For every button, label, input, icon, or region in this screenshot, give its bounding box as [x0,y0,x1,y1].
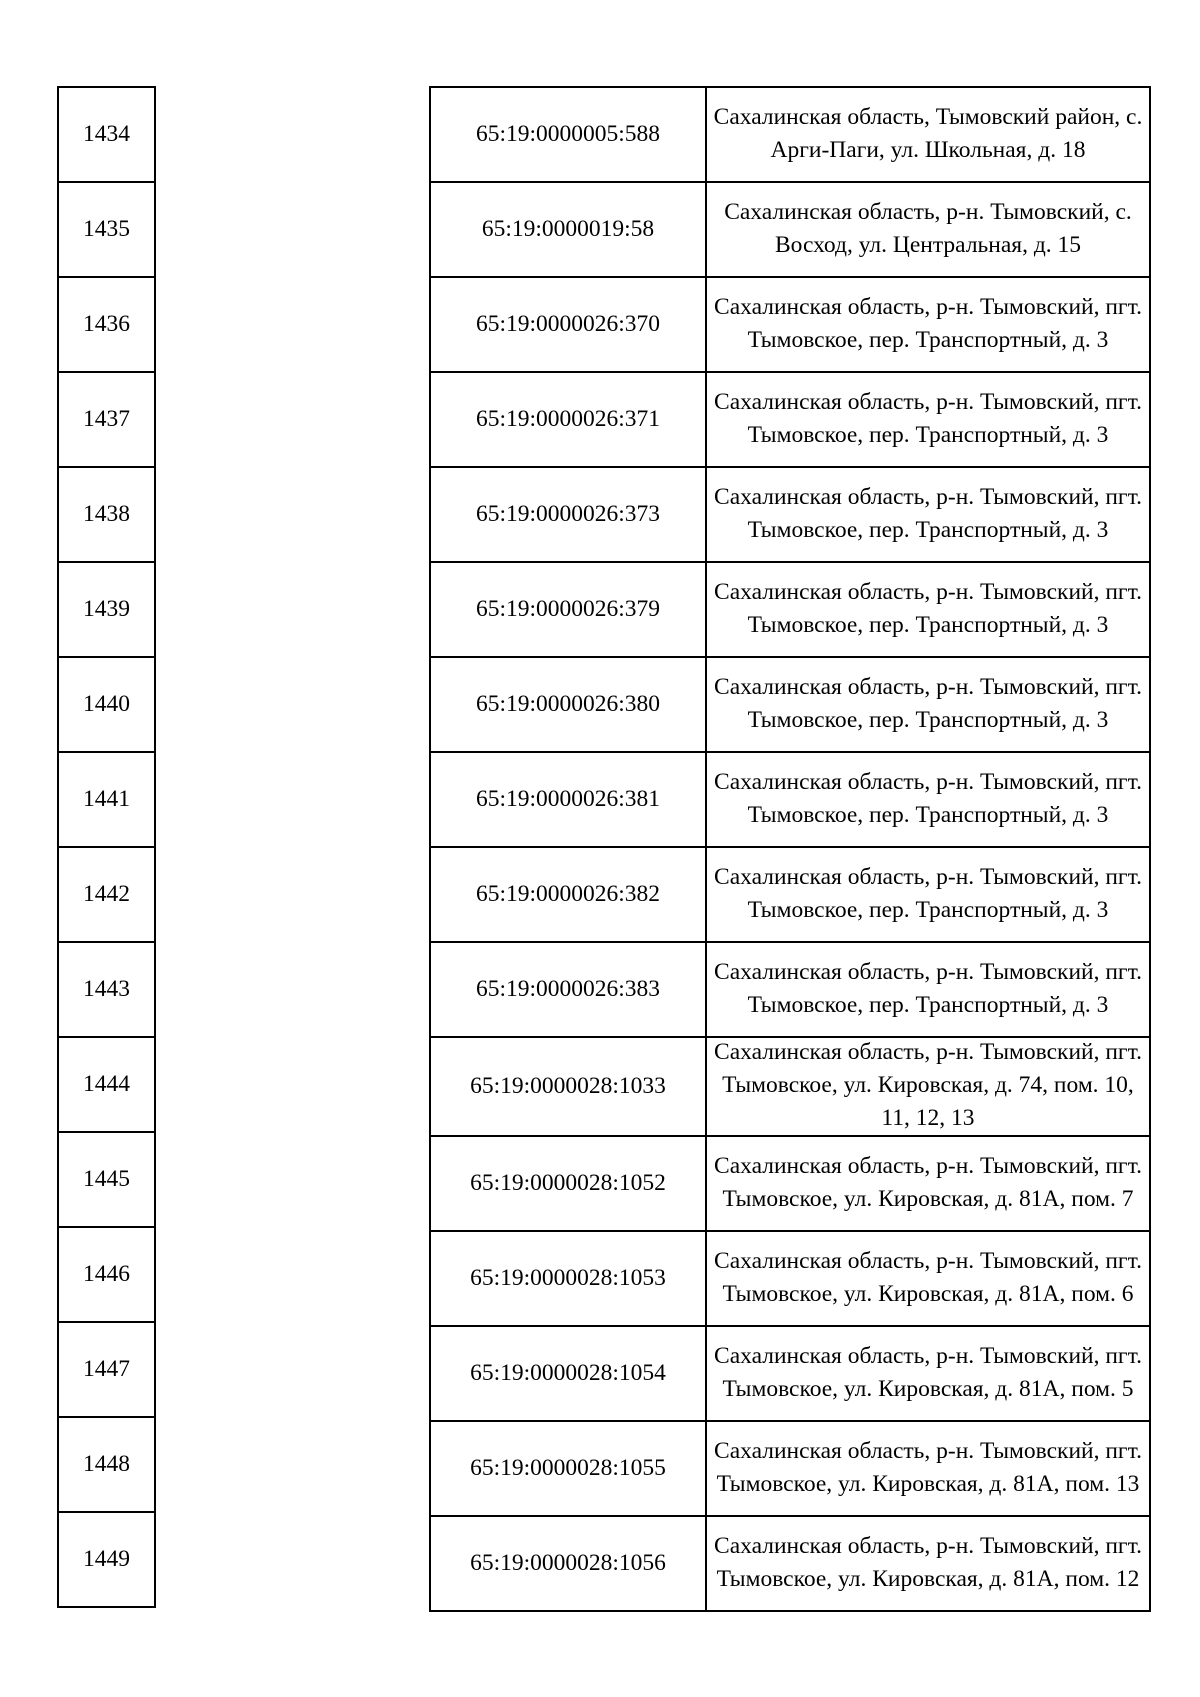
address-cell [706,1421,1150,1516]
number-row [58,372,155,467]
table-row [430,847,1150,942]
address-text: Сахалинская область, р-н. Тымовский, пгт. Тымовское, ул. Кировская, д. 81А, пом. 13 [714,1437,1142,1497]
table-row [430,1136,1150,1231]
row-number: 1436 [58,277,155,372]
address-cell [706,1037,1150,1136]
address-text: Сахалинская область, р-н. Тымовский, пгт. Тымовское, ул. Кировская, д. 81А, пом. 7 [714,1152,1142,1212]
cadastral-number: 65:19:0000028:1052 [430,1136,706,1231]
number-row [58,1227,155,1322]
address-cell [706,1231,1150,1326]
address-cell [706,847,1150,942]
row-number: 1434 [58,87,155,182]
address-cell [706,1136,1150,1231]
cadastral-number: 65:19:0000028:1053 [430,1231,706,1326]
cadastral-number: 65:19:0000026:382 [430,847,706,942]
address-cell [706,372,1150,467]
address-cell [706,467,1150,562]
cadastral-number: 65:19:0000005:588 [430,87,706,182]
address-text: Сахалинская область, р-н. Тымовский, пгт. Тымовское, пер. Транспортный, д. 3 [714,578,1142,638]
address-text: Сахалинская область, р-н. Тымовский, пгт. Тымовское, пер. Транспортный, д. 3 [714,483,1142,543]
address-text: Сахалинская область, р-н. Тымовский, пгт. Тымовское, ул. Кировская, д. 81А, пом. 12 [714,1532,1142,1592]
cadastral-number: 65:19:0000026:383 [430,942,706,1037]
row-number: 1449 [58,1512,155,1607]
table-row [430,372,1150,467]
address-cell [706,752,1150,847]
table-row [430,1231,1150,1326]
row-number: 1435 [58,182,155,277]
address-text: Сахалинская область, р-н. Тымовский, пгт. Тымовское, пер. Транспортный, д. 3 [714,768,1142,828]
row-number: 1437 [58,372,155,467]
address-cell [706,87,1150,182]
table-row [430,1037,1150,1136]
address-cell [706,942,1150,1037]
number-row [58,1417,155,1512]
number-row [58,182,155,277]
cadastral-number: 65:19:0000028:1033 [430,1037,706,1136]
address-cell [706,182,1150,277]
cadastral-number: 65:19:0000026:381 [430,752,706,847]
number-row [58,1512,155,1607]
address-cell [706,657,1150,752]
table-row [430,87,1150,182]
number-row [58,847,155,942]
cadastral-number: 65:19:0000026:370 [430,277,706,372]
address-cell [706,277,1150,372]
table-row [430,562,1150,657]
number-row [58,752,155,847]
address-text: Сахалинская область, р-н. Тымовский, пгт. Тымовское, ул. Кировская, д. 81А, пом. 6 [714,1247,1142,1307]
address-text: Сахалинская область, р-н. Тымовский, пгт. Тымовское, пер. Транспортный, д. 3 [714,293,1142,353]
row-number: 1443 [58,942,155,1037]
table-row [430,752,1150,847]
number-row [58,657,155,752]
number-row [58,942,155,1037]
property-table [429,86,1151,1612]
row-number: 1448 [58,1417,155,1512]
address-text: Сахалинская область, р-н. Тымовский, пгт. Тымовское, пер. Транспортный, д. 3 [714,863,1142,923]
row-number: 1447 [58,1322,155,1417]
number-row [58,467,155,562]
cadastral-number: 65:19:0000028:1056 [430,1516,706,1611]
address-cell [706,562,1150,657]
table-row [430,277,1150,372]
property-list [430,87,1150,1611]
cadastral-number: 65:19:0000026:380 [430,657,706,752]
table-row [430,1516,1150,1611]
table-row [430,182,1150,277]
address-text: Сахалинская область, р-н. Тымовский, пгт. Тымовское, ул. Кировская, д. 81А, пом. 5 [714,1342,1142,1402]
number-row [58,87,155,182]
table-row [430,942,1150,1037]
number-row [58,562,155,657]
address-cell [706,1516,1150,1611]
address-text: Сахалинская область, р-н. Тымовский, пгт. Тымовское, пер. Транспортный, д. 3 [714,673,1142,733]
cadastral-number: 65:19:0000019:58 [430,182,706,277]
cadastral-number: 65:19:0000028:1055 [430,1421,706,1516]
cadastral-number: 65:19:0000028:1054 [430,1326,706,1421]
row-number: 1440 [58,657,155,752]
row-number: 1446 [58,1227,155,1322]
table-row [430,1421,1150,1516]
cadastral-number: 65:19:0000026:379 [430,562,706,657]
row-number: 1445 [58,1132,155,1227]
table-row [430,1326,1150,1421]
table-row [430,467,1150,562]
number-row [58,1322,155,1417]
address-text: Сахалинская область, р-н. Тымовский, пгт. Тымовское, пер. Транспортный, д. 3 [714,388,1142,448]
row-number: 1444 [58,1037,155,1132]
row-number: 1438 [58,467,155,562]
table-row [430,657,1150,752]
row-number: 1442 [58,847,155,942]
address-text: Сахалинская область, р-н. Тымовский, пгт. Тымовское, пер. Транспортный, д. 3 [714,958,1142,1018]
number-row [58,277,155,372]
row-number-list [58,87,155,1607]
number-row [58,1037,155,1132]
address-text: Сахалинская область, р-н. Тымовский, пгт. Тымовское, ул. Кировская, д. 74, пом. 10, 11, 12, 13 [714,1039,1142,1131]
cadastral-number: 65:19:0000026:371 [430,372,706,467]
address-cell [706,1326,1150,1421]
row-number-column [57,86,156,1608]
row-number: 1439 [58,562,155,657]
row-number: 1441 [58,752,155,847]
address-text: Сахалинская область, р-н. Тымовский, с. Восход, ул. Центральная, д. 15 [724,198,1132,258]
cadastral-number: 65:19:0000026:373 [430,467,706,562]
number-row [58,1132,155,1227]
address-text: Сахалинская область, Тымовский район, с. Арги-Паги, ул. Школьная, д. 18 [713,103,1143,163]
